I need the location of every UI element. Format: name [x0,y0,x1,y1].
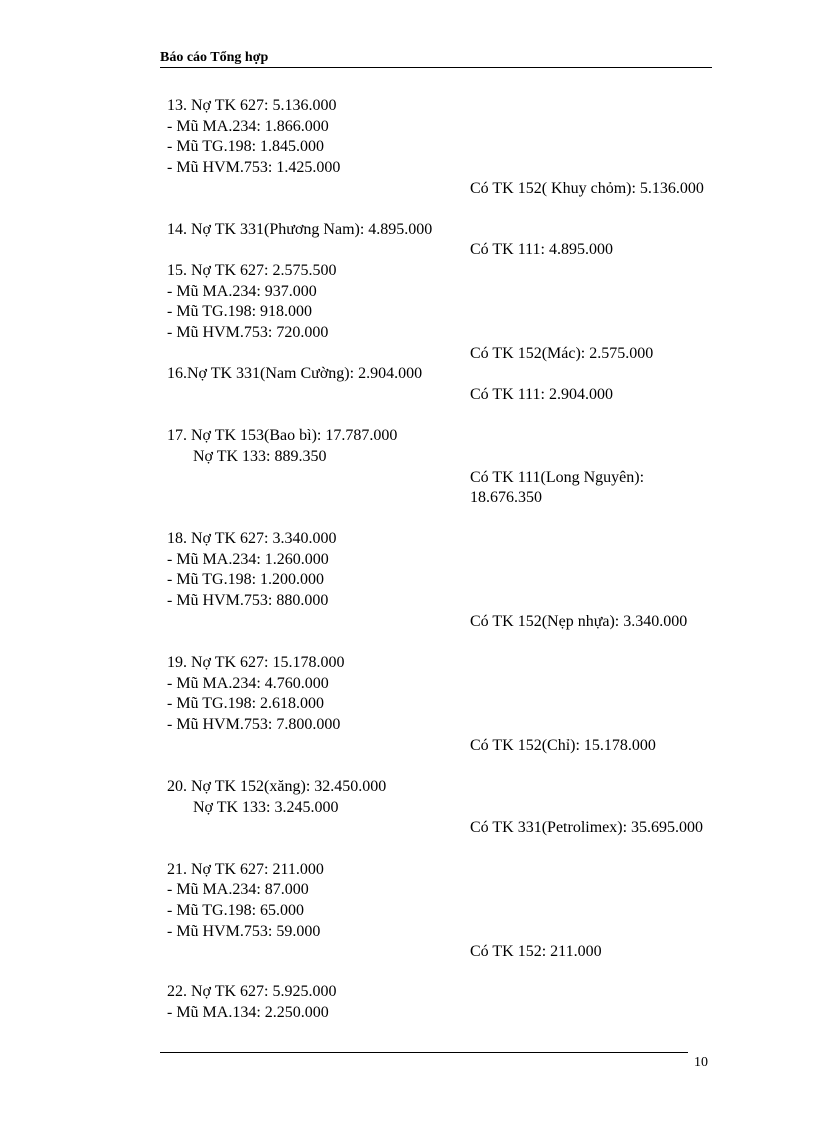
entry-18-credit: Có TK 152(Nẹp nhựa): 3.340.000 [470,613,688,630]
entry-17-credit-amount: 18.676.350 [470,489,542,506]
entry-19-item: - Mũ HVM.753: 7.800.000 [167,716,341,733]
entry-17-debit: Nợ TK 133: 889.350 [193,448,327,465]
entry-19-debit: 19. Nợ TK 627: 15.178.000 [167,654,345,671]
entry-22-item: - Mũ MA.134: 2.250.000 [167,1004,329,1021]
entry-21-item: - Mũ HVM.753: 59.000 [167,923,321,940]
entry-18-item: - Mũ HVM.753: 880.000 [167,592,329,609]
entry-22-debit: 22. Nợ TK 627: 5.925.000 [167,983,337,1000]
header-divider [160,67,712,68]
entry-19-item: - Mũ MA.234: 4.760.000 [167,675,329,692]
entry-18-item: - Mũ MA.234: 1.260.000 [167,551,329,568]
entry-18-item: - Mũ TG.198: 1.200.000 [167,571,325,588]
entry-13-item: - Mũ TG.198: 1.845.000 [167,138,325,155]
entry-16-credit: Có TK 111: 2.904.000 [470,386,613,403]
entry-17-credit: Có TK 111(Long Nguyên): [470,469,645,486]
entry-18-debit: 18. Nợ TK 627: 3.340.000 [167,530,337,547]
entry-15-credit: Có TK 152(Mác): 2.575.000 [470,345,654,362]
entry-15-debit: 15. Nợ TK 627: 2.575.500 [167,262,337,279]
entry-15-item: - Mũ HVM.753: 720.000 [167,324,329,341]
entry-13-item: - Mũ HVM.753: 1.425.000 [167,159,341,176]
entry-20-debit: 20. Nợ TK 152(xăng): 32.450.000 [167,778,387,795]
entry-17-debit: 17. Nợ TK 153(Bao bì): 17.787.000 [167,427,398,444]
entry-21-debit: 21. Nợ TK 627: 211.000 [167,861,324,878]
footer-divider [160,1052,688,1053]
page-number: 10 [694,1055,708,1070]
entry-15-item: - Mũ MA.234: 937.000 [167,283,317,300]
entry-13-debit: 13. Nợ TK 627: 5.136.000 [167,97,337,114]
entry-15-item: - Mũ TG.198: 918.000 [167,303,313,320]
entry-14-debit: 14. Nợ TK 331(Phương Nam): 4.895.000 [167,221,433,238]
entry-21-item: - Mũ MA.234: 87.000 [167,881,309,898]
entry-20-debit: Nợ TK 133: 3.245.000 [193,799,339,816]
entry-21-credit: Có TK 152: 211.000 [470,943,602,960]
entry-20-credit: Có TK 331(Petrolimex): 35.695.000 [470,819,704,836]
entry-21-item: - Mũ TG.198: 65.000 [167,902,305,919]
document-header-title: Báo cáo Tổng hợp [160,50,269,65]
entry-19-item: - Mũ TG.198: 2.618.000 [167,695,325,712]
entry-13-item: - Mũ MA.234: 1.866.000 [167,118,329,135]
entry-13-credit: Có TK 152( Khuy chỏm): 5.136.000 [470,180,704,197]
entry-19-credit: Có TK 152(Chỉ): 15.178.000 [470,737,656,754]
entry-16-debit: 16.Nợ TK 331(Nam Cường): 2.904.000 [167,365,423,382]
entry-14-credit: Có TK 111: 4.895.000 [470,241,613,258]
